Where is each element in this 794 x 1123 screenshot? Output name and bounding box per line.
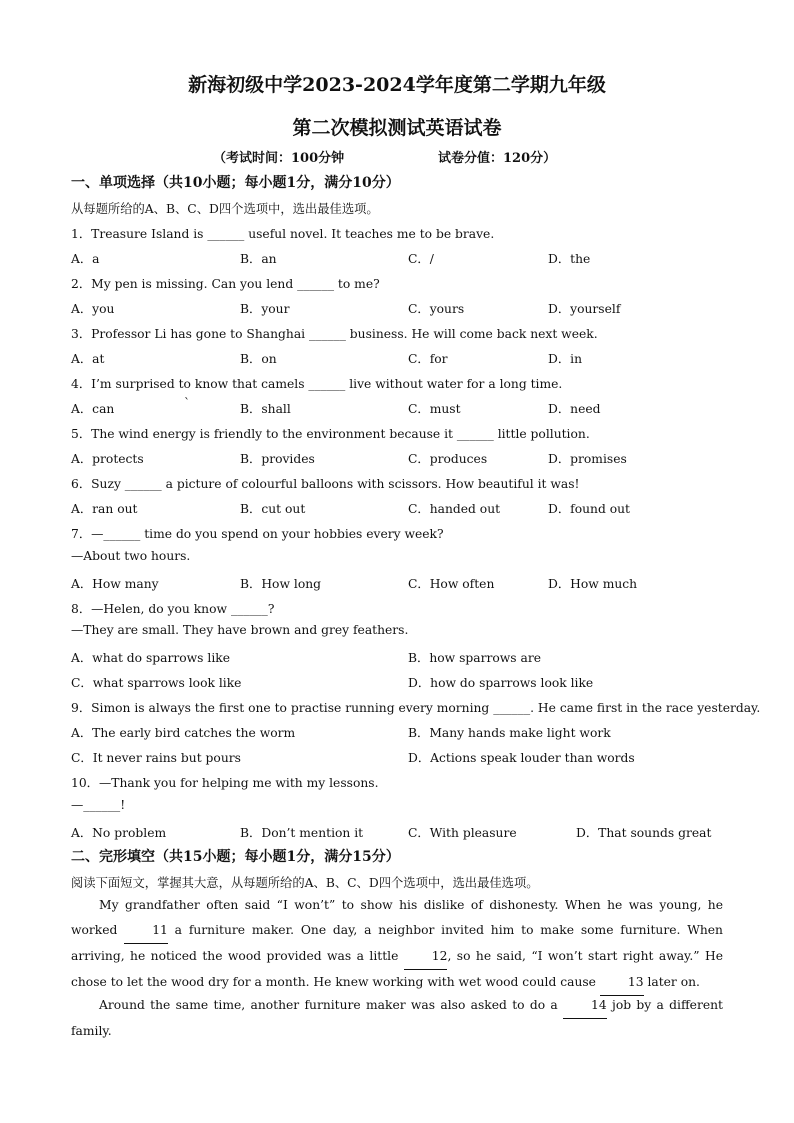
section2-instruction: 阅读下面短文，掌握其大意，从每题所给的A、B、C、D四个选项中，选出最佳选项。: [71, 876, 539, 890]
question-3-option-c: C．for: [408, 352, 448, 366]
question-7-option-d: D．How much: [548, 577, 638, 591]
cloze-blank-13: 13: [600, 970, 644, 996]
question-4-stem: 4．I’m surprised to know that camels ______ live without water for a long time.: [71, 377, 563, 391]
cloze-paragraph-1: [71, 893, 723, 996]
question-9-option-a: A．The early bird catches the worm: [71, 726, 296, 740]
exam-title-line1: 新海初级中学2023-2024学年度第二学期九年级: [188, 74, 606, 96]
cloze-text: a furniture maker. One day, a neighbor invited him to make some furniture. When arriving, he noticed the wood provided was a little: [71, 923, 723, 963]
section1-instruction: 从每题所给的A、B、C、D四个选项中，选出最佳选项。: [71, 202, 379, 216]
question-4-option-b: B．shall: [240, 402, 291, 416]
question-4-option-d: D．need: [548, 402, 601, 416]
question-2-option-b: B．your: [240, 302, 290, 316]
section1-heading: 一、单项选择（共10小题；每小题1分，满分10分）: [71, 175, 400, 191]
cloze-text: later on.: [643, 975, 700, 989]
question-1-option-d: D．the: [548, 252, 591, 266]
question-8-reply: —They are small. They have brown and grey feathers.: [71, 623, 409, 637]
question-1-option-a: A．a: [71, 252, 100, 266]
question-6-stem: 6．Suzy ______ a picture of colourful balloons with scissors. How beautiful it was!: [71, 477, 580, 491]
question-5-option-a: A．protects: [71, 452, 144, 466]
section2-heading: 二、完形填空（共15小题；每小题1分，满分15分）: [71, 849, 400, 865]
question-7-option-c: C．How often: [408, 577, 495, 591]
cloze-text: , so he said, “I won’t start right away.” He chose to let the wood dry for a month. He knew working with wet wood could cause: [71, 949, 723, 989]
question-10-option-c: C．With pleasure: [408, 826, 517, 840]
cloze-text: Around the same time, another furniture maker was also asked to do a: [99, 998, 564, 1012]
question-10-option-a: A．No problem: [71, 826, 167, 840]
cloze-blank-14: 14: [563, 993, 607, 1019]
question-9-option-b: B．Many hands make light work: [408, 726, 611, 740]
exam-title-line2: 第二次模拟测试英语试卷: [292, 117, 502, 139]
question-3-option-b: B．on: [240, 352, 277, 366]
question-2-stem: 2．My pen is missing. Can you lend ______ to me?: [71, 277, 380, 291]
stray-mark: `: [184, 396, 191, 410]
question-10-option-b: B．Don’t mention it: [240, 826, 364, 840]
question-5-option-b: B．provides: [240, 452, 315, 466]
question-2-option-a: A．you: [71, 302, 115, 316]
question-4-option-a: A．can: [71, 402, 115, 416]
cloze-text: job by a different family.: [71, 998, 723, 1038]
question-6-option-d: D．found out: [548, 502, 630, 516]
question-8-option-a: A．what do sparrows like: [71, 651, 231, 665]
question-6-option-a: A．ran out: [71, 502, 138, 516]
question-3-option-a: A．at: [71, 352, 105, 366]
question-6-option-b: B．cut out: [240, 502, 306, 516]
cloze-blank-11: 11: [124, 918, 168, 944]
cloze-paragraph-2: [71, 993, 723, 1044]
question-1-option-c: C．/: [408, 252, 434, 266]
question-10-reply: —______!: [71, 798, 126, 812]
question-1-option-b: B．an: [240, 252, 277, 266]
question-5-option-c: C．produces: [408, 452, 488, 466]
cloze-blank-12: 12: [404, 944, 448, 970]
question-7-reply: —About two hours.: [71, 549, 191, 563]
question-8-option-b: B．how sparrows are: [408, 651, 541, 665]
question-7-option-a: A．How many: [71, 577, 159, 591]
question-8-stem: 8．—Helen, do you know ______?: [71, 602, 275, 616]
question-10-stem: 10．—Thank you for helping me with my lessons.: [71, 776, 379, 790]
question-9-stem: 9．Simon is always the first one to practise running every morning ______. He came first in the race yesterday.: [71, 701, 761, 715]
cloze-text: My grandfather often said “I won’t” to show his dislike of dishonesty. When he was young, he worked: [71, 898, 723, 937]
question-8-option-c: C．what sparrows look like: [71, 676, 242, 690]
question-5-option-d: D．promises: [548, 452, 627, 466]
question-2-option-c: C．yours: [408, 302, 465, 316]
question-7-stem: 7．—______ time do you spend on your hobbies every week?: [71, 527, 444, 541]
question-3-stem: 3．Professor Li has gone to Shanghai ______ business. He will come back next week.: [71, 327, 598, 341]
question-5-stem: 5．The wind energy is friendly to the environment because it ______ little pollution.: [71, 427, 590, 441]
exam-time: （考试时间：100分钟: [213, 151, 345, 166]
exam-score: 试卷分值：120分）: [438, 151, 557, 166]
question-1-stem: 1．Treasure Island is ______ useful novel. It teaches me to be brave.: [71, 227, 495, 241]
question-10-option-d: D．That sounds great: [576, 826, 712, 840]
question-2-option-d: D．yourself: [548, 302, 621, 316]
question-8-option-d: D．how do sparrows look like: [408, 676, 594, 690]
question-6-option-c: C．handed out: [408, 502, 501, 516]
question-7-option-b: B．How long: [240, 577, 322, 591]
question-9-option-c: C．It never rains but pours: [71, 751, 241, 765]
question-3-option-d: D．in: [548, 352, 583, 366]
question-4-option-c: C．must: [408, 402, 461, 416]
question-9-option-d: D．Actions speak louder than words: [408, 751, 635, 765]
